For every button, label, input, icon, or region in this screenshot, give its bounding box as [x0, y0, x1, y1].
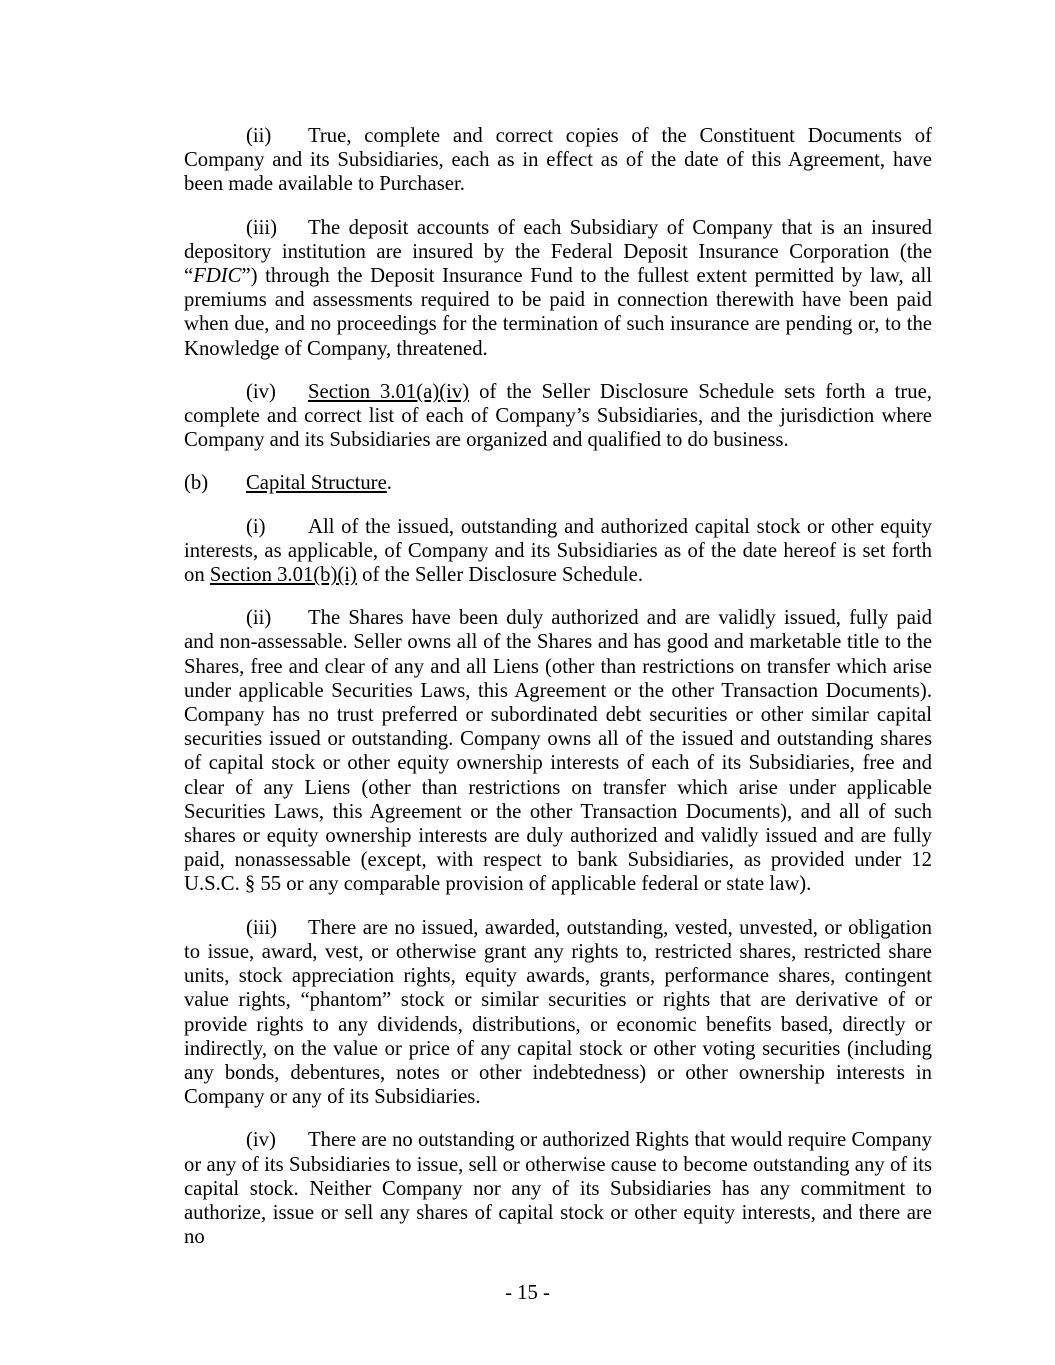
clause-text: The Shares have been duly authorized and are validly issued, fully paid and non-assessable. Seller owns all of the Shares and has good and marketable title to the Shares, free and clear of any and all Liens (other than restrictions on transfer which arise under applicable Securities Laws, this Agreement or the other Transaction Documents). Company has no trust preferred or subordinated debt securities or other similar capital securities issued or outstanding. Company owns all of the issued and outstanding shares of capital stock or other equity ownership interests of each of its Subsidiaries, free and clear of any Liens (other than restrictions on transfer which arise under applicable Securities Laws, this Agreement or the other Transaction Documents), and all of such shares or equity ownership interests are duly authorized and validly issued and are fully paid, nonassessable (except, with respect to bank Subsidiaries, as provided under 12 U.S.C. § 55 or any comparable provision of applicable federal or state law).: [184, 607, 932, 896]
section-reference: Section 3.01(b)(i): [209, 564, 357, 587]
section-reference: Section 3.01(a)(iv): [308, 380, 470, 403]
page-number: - 15 -: [505, 1282, 550, 1304]
clause-text: of the Seller Disclosure Schedule.: [356, 564, 644, 587]
clause-number: (i): [246, 515, 266, 538]
clause-number: (ii): [246, 125, 272, 147]
clause-number: (ii): [246, 607, 272, 630]
clause-text: True, complete and correct copies of the Constituent Documents of Company and its Subsidiaries, each as in effect as of the date of this Agreement, have been made available to Purchaser.: [184, 125, 932, 196]
section-letter: (b): [184, 472, 209, 495]
section-b-heading: [184, 471, 932, 495]
defined-term-fdic: FDIC: [193, 265, 242, 288]
clause-text: The deposit accounts of each Subsidiary of Company that is an insured depository institution are insured by the Federal Deposit Insurance Corporation (the “: [184, 216, 932, 288]
heading-text: Capital Structure: [246, 472, 387, 495]
clause-text: ”) through the Deposit Insurance Fund to the fullest extent permitted by law, all premiums and assessments required to be paid in connection therewith have been paid when due, and no proceedings for the termination of such insurance are pending or, to the Knowledge of Company, threatened.: [184, 265, 932, 360]
clause-number: (iii): [246, 216, 278, 239]
page-body: [184, 124, 932, 1268]
clause-b-ii-paragraph: [184, 606, 932, 896]
clause-text: of the Seller Disclosure Schedule sets forth a true, complete and correct list of each of Company’s Subsidiaries, and the jurisdiction where Company and its Subsidiaries are organized and qualified to do business.: [184, 380, 932, 452]
clause-ii-paragraph: [184, 124, 932, 197]
clause-text: All of the issued, outstanding and authorized capital stock or other equity interests, as applicable, of Company and its Subsidiaries as of the date hereof is set forth on: [184, 515, 932, 587]
clause-number: (iii): [246, 916, 278, 939]
clause-text: There are no outstanding or authorized Rights that would require Company or any of its Subsidiaries to issue, sell or otherwise cause to become outstanding any of its capital stock. Neither Company nor any of its Subsidiaries has any commitment to authorize, issue or sell any shares of capital stock or other equity interests, and there are no: [184, 1129, 932, 1249]
heading-period: .: [386, 472, 392, 495]
clause-b-iv-paragraph: [184, 1128, 932, 1249]
clause-b-i-paragraph: [184, 515, 932, 588]
clause-text: There are no issued, awarded, outstanding, vested, unvested, or obligation to issue, award, vest, or otherwise grant any rights to, restricted shares, restricted share units, stock appreciation rights, equity awards, grants, performance shares, contingent value rights, “phantom” stock or similar securities or rights that are derivative of or provide rights to any dividends, distributions, or economic benefits based, directly or indirectly, on the value or price of any capital stock or other voting securities (including any bonds, debentures, notes or other indebtedness) or other ownership interests in Company or any of its Subsidiaries.: [184, 916, 932, 1109]
clause-iii-paragraph: [184, 216, 932, 361]
clause-iv-paragraph: [184, 380, 932, 453]
clause-number: (iv): [246, 1129, 276, 1152]
clause-number: (iv): [246, 380, 276, 403]
clause-b-iii-paragraph: [184, 916, 932, 1110]
